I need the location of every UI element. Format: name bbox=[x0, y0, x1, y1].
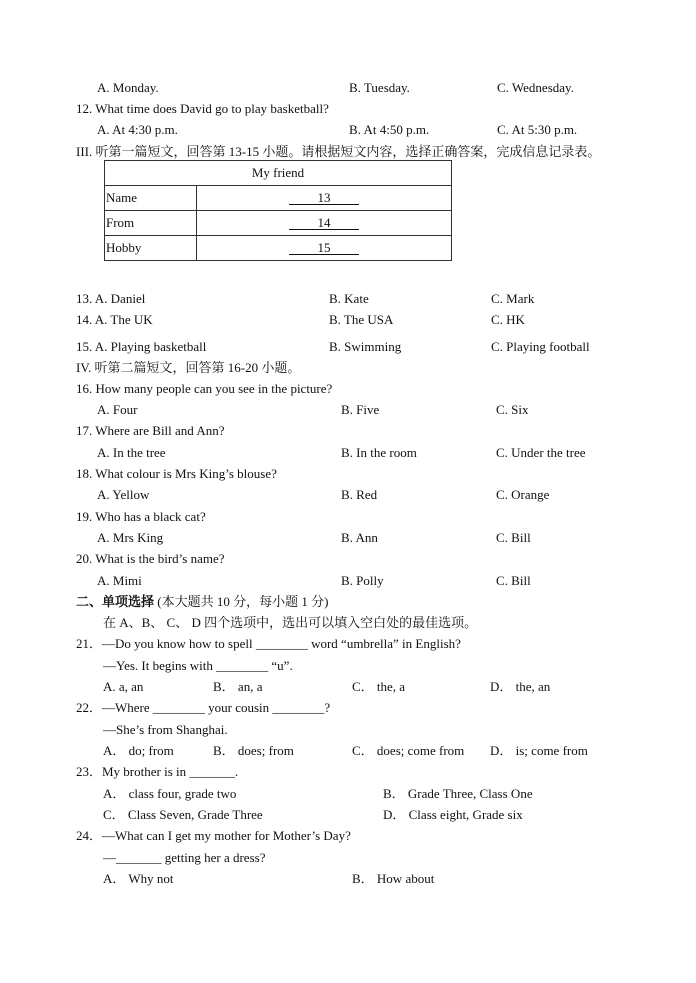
q21-option-d: D． the, an bbox=[490, 679, 551, 694]
q19-option-a: A. Mrs King bbox=[97, 530, 164, 545]
q21-option-a: A. a, an bbox=[103, 679, 144, 694]
q24-option-a: A． Why not bbox=[103, 871, 174, 886]
q11-option-a: A. Monday. bbox=[97, 80, 159, 95]
q22-line-2: —She’s from Shanghai. bbox=[103, 722, 228, 737]
q16-stem: 16. How many people can you see in the picture? bbox=[76, 381, 333, 396]
q23-option-a: A． class four, grade two bbox=[103, 786, 237, 801]
q21-line-1: 21．—Do you know how to spell ________ word “umbrella” in English? bbox=[76, 636, 461, 651]
q18-option-a: A. Yellow bbox=[97, 487, 150, 502]
q21-option-c: C． the, a bbox=[352, 679, 406, 694]
q15-option-c: C. Playing football bbox=[491, 339, 590, 354]
q13-option-c: C. Mark bbox=[491, 291, 535, 306]
q20-option-c: C. Bill bbox=[496, 573, 531, 588]
q24-option-b: B． How about bbox=[352, 871, 435, 886]
q20-option-a: A. Mimi bbox=[97, 573, 142, 588]
q17-option-b: B. In the room bbox=[341, 445, 417, 460]
part-2-title: 二、单项选择 bbox=[76, 594, 155, 609]
part-2-heading bbox=[76, 594, 328, 610]
q16-option-b: B. Five bbox=[341, 402, 380, 417]
q20-option-b: B. Polly bbox=[341, 573, 384, 588]
q16-option-a: A. Four bbox=[97, 402, 138, 417]
q11-option-c: C. Wednesday. bbox=[497, 80, 574, 95]
q24-line-1: 24．—What can I get my mother for Mother’s Day? bbox=[76, 828, 351, 843]
q18-stem: 18. What colour is Mrs King’s blouse? bbox=[76, 466, 277, 481]
part-2-instruction: 在 A、B、 C、 D 四个选项中，选出可以填入空白处的最佳选项。 bbox=[103, 615, 478, 630]
q23-option-b: B． Grade Three, Class One bbox=[383, 786, 533, 801]
q24-line-2: —_______ getting her a dress? bbox=[103, 850, 266, 865]
q23-option-c: C． Class Seven, Grade Three bbox=[103, 807, 263, 822]
q22-option-c: C． does; come from bbox=[352, 743, 465, 758]
blank-13: 13 bbox=[289, 191, 359, 205]
q21-option-b: B． an, a bbox=[213, 679, 263, 694]
q12-stem: 12. What time does David go to play basketball? bbox=[76, 101, 329, 116]
row-label-hobby: Hobby bbox=[105, 236, 197, 261]
q19-option-b: B. Ann bbox=[341, 530, 378, 545]
blank-14: 14 bbox=[289, 216, 359, 230]
q23-option-d: D． Class eight, Grade six bbox=[383, 807, 523, 822]
section-4-heading: IV. 听第二篇短文，回答第 16-20 小题。 bbox=[76, 360, 301, 375]
table-header-row bbox=[105, 161, 452, 186]
q22-option-b: B． does; from bbox=[213, 743, 294, 758]
q12-option-b: B. At 4:50 p.m. bbox=[349, 122, 430, 137]
q23-line-1: 23．My brother is in _______. bbox=[76, 764, 239, 779]
q12-option-a: A. At 4:30 p.m. bbox=[97, 122, 178, 137]
q14-option-a: 14. A. The UK bbox=[76, 312, 153, 327]
q14-option-b: B. The USA bbox=[329, 312, 394, 327]
q13-option-a: 13. A. Daniel bbox=[76, 291, 146, 306]
table-title: My friend bbox=[105, 161, 452, 186]
q22-option-d: D． is; come from bbox=[490, 743, 588, 758]
row-label-from: From bbox=[105, 211, 197, 236]
q18-option-b: B. Red bbox=[341, 487, 378, 502]
blank-15: 15 bbox=[289, 241, 359, 255]
q11-option-b: B. Tuesday. bbox=[349, 80, 410, 95]
table-row bbox=[105, 236, 452, 261]
q18-option-c: C. Orange bbox=[496, 487, 550, 502]
q15-option-a: 15. A. Playing basketball bbox=[76, 339, 207, 354]
q20-stem: 20. What is the bird’s name? bbox=[76, 551, 225, 566]
q17-stem: 17. Where are Bill and Ann? bbox=[76, 423, 225, 438]
q14-option-c: C. HK bbox=[491, 312, 525, 327]
q13-option-b: B. Kate bbox=[329, 291, 369, 306]
info-record-table bbox=[104, 160, 452, 261]
table-row bbox=[105, 211, 452, 236]
table-row bbox=[105, 186, 452, 211]
part-2-title-note: (本大题共 10 分，每小题 1 分) bbox=[154, 594, 329, 609]
q22-option-a: A． do; from bbox=[103, 743, 174, 758]
q19-option-c: C. Bill bbox=[496, 530, 531, 545]
row-label-name: Name bbox=[105, 186, 197, 211]
section-3-heading: III. 听第一篇短文，回答第 13-15 小题。请根据短文内容，选择正确答案，完成信息记录表。 bbox=[76, 144, 601, 159]
q22-line-1: 22．—Where ________ your cousin ________? bbox=[76, 700, 331, 715]
q21-line-2: —Yes. It begins with ________ “u”. bbox=[103, 658, 293, 673]
q16-option-c: C. Six bbox=[496, 402, 529, 417]
q19-stem: 19. Who has a black cat? bbox=[76, 509, 206, 524]
q15-option-b: B. Swimming bbox=[329, 339, 402, 354]
q17-option-a: A. In the tree bbox=[97, 445, 166, 460]
q17-option-c: C. Under the tree bbox=[496, 445, 586, 460]
q12-option-c: C. At 5:30 p.m. bbox=[497, 122, 578, 137]
